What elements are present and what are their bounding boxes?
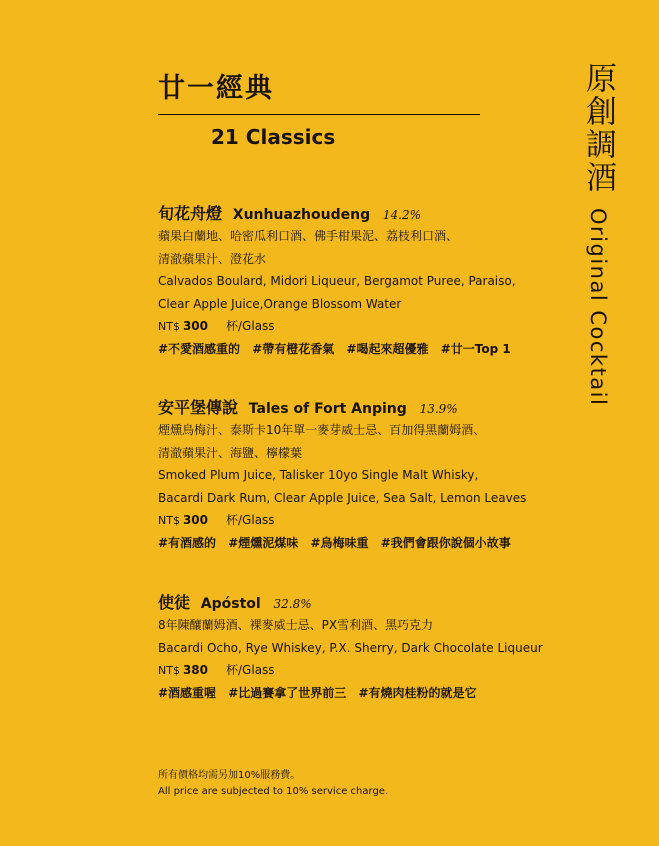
item-desc-zh: 煙燻烏梅汁、泰斯卡10年單一麥芽威士忌、百加得黑蘭姆酒、: [158, 423, 486, 437]
item-abv: 32.8%: [273, 597, 312, 611]
price-unit: 杯/Glass: [226, 663, 275, 677]
item-tags: [158, 338, 578, 361]
tag: #帶有橙花香氣: [252, 341, 335, 356]
currency: NT$: [158, 320, 180, 333]
item-heading: [158, 203, 578, 225]
tag: #有燒肉桂粉的就是它: [358, 685, 477, 700]
item-name-en: Xunhuazhoudeng: [232, 207, 371, 223]
menu-header: [158, 70, 480, 149]
price-unit: 杯/Glass: [226, 319, 275, 333]
tag: #有酒感的: [158, 535, 217, 550]
item-name-en: Apóstol: [200, 596, 261, 612]
menu-item-tales-of-fort-anping: [158, 397, 578, 554]
item-desc-zh: 清澈蘋果汁、海鹽、檸檬葉: [158, 445, 303, 460]
item-price: [158, 659, 578, 682]
item-abv: 14.2%: [382, 208, 422, 222]
page-title-en: 21 Classics: [211, 125, 336, 149]
menu-item-apostol: [158, 592, 578, 704]
item-heading: [158, 592, 578, 614]
tag: #不愛酒感重的: [158, 341, 241, 356]
item-price: [158, 315, 578, 338]
price-unit: 杯/Glass: [226, 513, 275, 527]
price-amount: 380: [182, 663, 209, 677]
price-amount: 300: [182, 319, 209, 333]
item-name-zh: 使徒: [158, 593, 191, 612]
currency: NT$: [158, 514, 180, 527]
item-name-zh: 安平堡傳說: [158, 398, 239, 417]
tag: #喝起來超優雅: [346, 341, 429, 356]
item-desc-en: Clear Apple Juice,Orange Blossom Water: [158, 296, 402, 311]
title-divider: [158, 114, 480, 115]
item-desc-en: Bacardi Ocho, Rye Whiskey, P.X. Sherry, Dark Chocolate Liqueur: [158, 640, 543, 655]
footer-note-zh: 所有價格均需另加10%服務費。: [158, 770, 301, 781]
price-amount: 300: [182, 513, 209, 527]
item-desc-zh: 蘋果白蘭地、哈密瓜利口酒、佛手柑果泥、荔枝利口酒、: [158, 229, 459, 243]
side-title-zh: 原創調酒: [580, 62, 616, 194]
item-tags: [158, 532, 578, 555]
item-desc-en: Smoked Plum Juice, Talisker 10yo Single Malt Whisky,: [158, 468, 479, 482]
item-tags: [158, 682, 578, 705]
section-side-title: [578, 62, 618, 406]
tag: #烏梅味重: [310, 535, 369, 550]
tag: #煙燻泥煤味: [228, 535, 299, 550]
item-heading: [158, 397, 578, 419]
item-name-en: Tales of Fort Anping: [248, 401, 407, 417]
side-title-en: Original Cocktail: [586, 208, 610, 407]
currency: NT$: [158, 664, 180, 677]
tag: #我們會跟你說個小故事: [380, 535, 511, 550]
service-charge-note: [158, 768, 388, 800]
menu-item-xunhuazhoudeng: [158, 203, 578, 360]
item-desc-en: Bacardi Dark Rum, Clear Apple Juice, Sea Salt, Lemon Leaves: [158, 490, 527, 505]
item-desc-zh: 清澈蘋果汁、澄花水: [158, 251, 267, 266]
tag: #廿一Top 1: [440, 341, 511, 356]
item-price: [158, 509, 578, 532]
item-desc-zh: 8年陳釀蘭姆酒、裸麥威士忌、PX雪利酒、黑巧克力: [158, 618, 434, 632]
tag: #比過賽拿了世界前三: [228, 685, 347, 700]
item-abv: 13.9%: [419, 402, 458, 416]
tag: #酒感重喔: [158, 685, 217, 700]
item-name-zh: 旬花舟燈: [158, 204, 223, 223]
page-title-zh: 廿一經典: [158, 73, 274, 104]
footer-note-en: All price are subjected to 10% service charge.: [158, 786, 389, 797]
item-desc-en: Calvados Boulard, Midori Liqueur, Bergamot Puree, Paraiso,: [158, 274, 516, 288]
